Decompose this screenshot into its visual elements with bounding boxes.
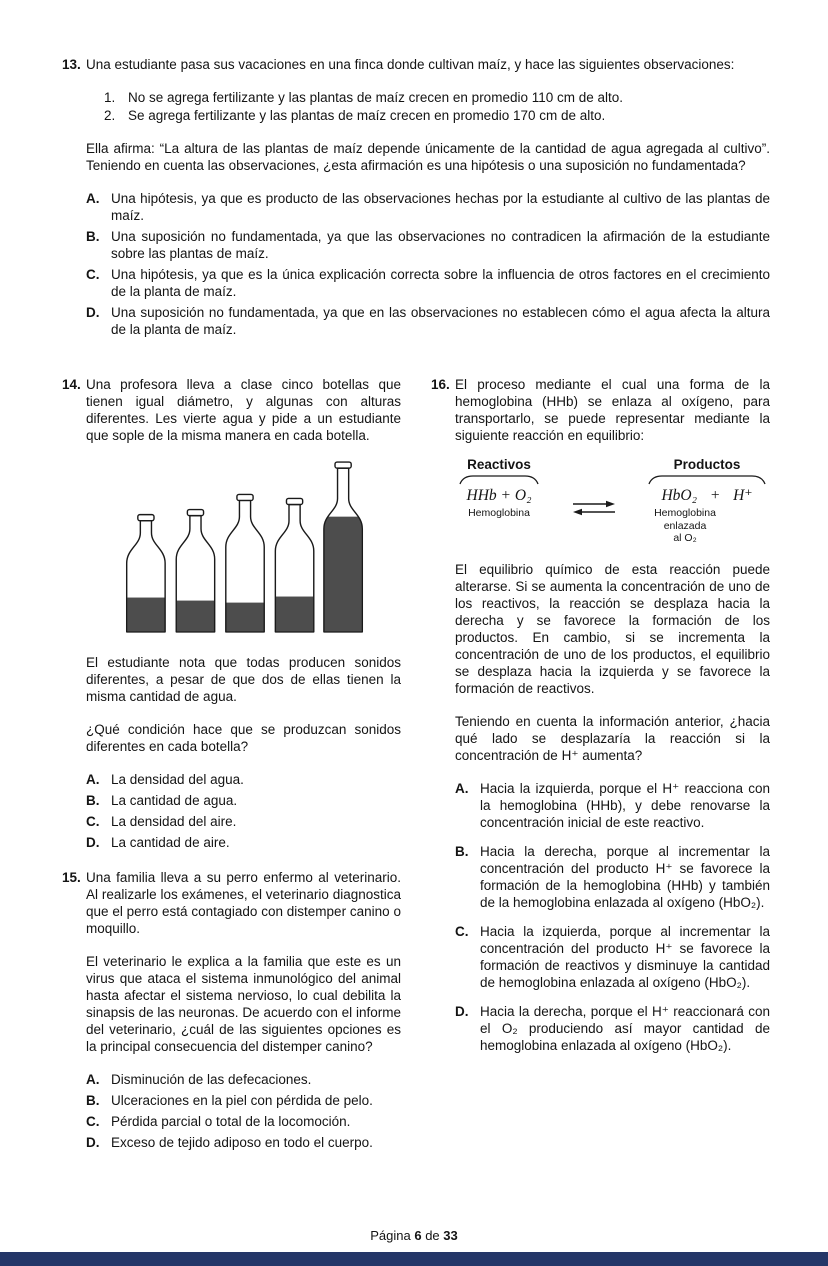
products-caption: Hemoglobina enlazada al O₂ bbox=[654, 507, 716, 544]
option-letter: C. bbox=[86, 267, 100, 282]
question-13-statement: Ella afirma: “La altura de las plantas de maíz depende únicamente de la cantidad de agua agregada al cultivo”. Teniendo en cuenta las observaciones, ¿esta afirmación es una hipótesis o una suposición no fundamentada? bbox=[86, 141, 770, 173]
option-text: La densidad del agua. bbox=[111, 772, 244, 787]
option-letter: C. bbox=[86, 814, 100, 829]
products-label: Productos bbox=[673, 457, 741, 472]
option-text: Una suposición no fundamentada, ya que las observaciones no contradicen la afirmación de la estudiante sobre las plantas de maíz. bbox=[111, 229, 770, 261]
question-16 bbox=[431, 376, 770, 1066]
question-14-options bbox=[86, 771, 401, 851]
footer-of: de bbox=[425, 1228, 440, 1243]
option-13-d bbox=[86, 304, 770, 338]
question-16-intro: El proceso mediante el cual una forma de la hemoglobina (HHb) se enlaza al oxígeno, para transportarlo, se puede representar mediante la siguiente reacción en equilibrio: bbox=[455, 377, 770, 443]
option-16-c bbox=[455, 923, 770, 991]
option-letter: A. bbox=[86, 772, 100, 787]
option-13-c bbox=[86, 266, 770, 300]
question-16-para: El equilibrio químico de esta reacción puede alterarse. Si se aumenta la concentración de uno de los reactivos, la reacción se desplaza hacia la derecha y se favorece la formación de los productos. En cambio, si se incrementa la concentración de uno de los productos, el equilibrio se desplaza hacia la izquierda y se favorece la formación de reactivos. bbox=[455, 561, 770, 696]
option-letter: B. bbox=[455, 843, 469, 859]
option-text: Pérdida parcial o total de la locomoción. bbox=[111, 1114, 351, 1129]
option-15-d bbox=[86, 1134, 401, 1151]
question-15-intro: Una familia lleva a su perro enfermo al veterinario. Al realizarle los exámenes, el veterinario diagnostica que el perro está contagiado con distemper canino o moquillo. bbox=[86, 870, 401, 936]
option-14-d bbox=[86, 834, 401, 851]
option-letter: D. bbox=[86, 835, 100, 850]
question-15-number: 15. bbox=[62, 870, 81, 885]
option-letter: B. bbox=[86, 793, 100, 808]
question-13-observations bbox=[104, 89, 770, 124]
option-text: La cantidad de agua. bbox=[111, 793, 238, 808]
option-text: Hacia la izquierda, porque al incrementar la concentración del producto H⁺ se favorece la formación de reactivos y disminuye la cantidad de hemoglobina enlazada al oxígeno (HbO₂). bbox=[480, 923, 770, 990]
reactants-caption: Hemoglobina bbox=[468, 507, 530, 519]
products-group bbox=[646, 456, 768, 545]
option-13-a bbox=[86, 190, 770, 224]
option-letter: D. bbox=[455, 1003, 469, 1019]
observation-number: 1. bbox=[104, 90, 116, 105]
reactants-group bbox=[457, 456, 541, 545]
question-13 bbox=[62, 56, 770, 342]
option-letter: B. bbox=[86, 229, 100, 244]
question-14-question: ¿Qué condición hace que se produzcan sonidos diferentes en cada botella? bbox=[86, 722, 401, 754]
right-column bbox=[431, 376, 770, 1155]
option-16-a bbox=[455, 780, 770, 831]
overbrace-icon bbox=[646, 475, 768, 485]
bottles-illustration bbox=[118, 458, 370, 638]
equilibrium-reaction-diagram bbox=[457, 456, 768, 545]
question-16-number: 16. bbox=[431, 377, 450, 392]
observation-item bbox=[104, 89, 770, 106]
five-bottles-figure bbox=[118, 458, 370, 638]
footer-prefix: Página bbox=[370, 1228, 411, 1243]
option-letter: C. bbox=[455, 923, 469, 939]
option-16-d bbox=[455, 1003, 770, 1054]
option-letter: C. bbox=[86, 1114, 100, 1129]
option-text: Una hipótesis, ya que es producto de las observaciones hechas por la estudiante al cultivo de las plantas de maíz. bbox=[111, 191, 770, 223]
products-formula: HbO₂ + H⁺ bbox=[661, 487, 753, 504]
option-letter: D. bbox=[86, 1135, 100, 1150]
option-text: Hacia la derecha, porque al incrementar la concentración del producto H⁺ se favorece la formación de la hemoglobina (HHb) y también de la hemoglobina enlazada al oxígeno (HbO₂). bbox=[480, 843, 770, 910]
option-text: Una hipótesis, ya que es la única explicación correcta sobre la influencia de otros factores en el crecimiento de la planta de maíz. bbox=[111, 267, 770, 299]
observation-item bbox=[104, 107, 770, 124]
left-column bbox=[62, 376, 401, 1155]
option-letter: A. bbox=[86, 191, 100, 206]
question-13-options bbox=[86, 190, 770, 338]
question-13-number: 13. bbox=[62, 57, 81, 72]
bottom-bar bbox=[0, 1252, 828, 1266]
option-text: Una suposición no fundamentada, ya que en las observaciones no establecen cómo el agua afecta la altura de la planta de maíz. bbox=[111, 305, 770, 337]
equilibrium-arrows-icon bbox=[571, 500, 617, 545]
question-16-options bbox=[455, 780, 770, 1054]
question-15-options bbox=[86, 1071, 401, 1151]
page-footer bbox=[0, 1227, 828, 1244]
option-text: Disminución de las defecaciones. bbox=[111, 1072, 312, 1087]
question-15-para: El veterinario le explica a la familia que este es un virus que ataca el sistema inmunológico del animal hasta afectar el sistema nervioso, lo cual debilita la sinapsis de las neuronas. De acuerdo con el informe del veterinario, ¿cuál de las siguientes opciones es la principal consecuencia del distemper canino? bbox=[86, 954, 401, 1054]
question-14-para: El estudiante nota que todas producen sonidos diferentes, a pesar de que dos de ellas tienen la misma cantidad de agua. bbox=[86, 655, 401, 704]
option-text: La cantidad de aire. bbox=[111, 835, 230, 850]
question-14-number: 14. bbox=[62, 377, 81, 392]
option-letter: A. bbox=[455, 780, 469, 796]
option-15-a bbox=[86, 1071, 401, 1088]
option-16-b bbox=[455, 843, 770, 911]
question-15 bbox=[62, 869, 401, 1155]
option-13-b bbox=[86, 228, 770, 262]
overbrace-icon bbox=[457, 475, 541, 485]
option-15-c bbox=[86, 1113, 401, 1130]
observation-text: No se agrega fertilizante y las plantas de maíz crecen en promedio 110 cm de alto. bbox=[128, 90, 624, 105]
observation-number: 2. bbox=[104, 108, 116, 123]
footer-page-total: 33 bbox=[443, 1228, 458, 1243]
option-14-b bbox=[86, 792, 401, 809]
option-text: Exceso de tejido adiposo en todo el cuerpo. bbox=[111, 1135, 373, 1150]
option-15-b bbox=[86, 1092, 401, 1109]
option-text: Ulceraciones en la piel con pérdida de pelo. bbox=[111, 1093, 373, 1108]
option-14-a bbox=[86, 771, 401, 788]
option-text: Hacia la izquierda, porque el H⁺ reacciona con la hemoglobina (HHb), y debe renovarse la concentración inicial de este reactivo. bbox=[480, 780, 770, 830]
question-13-intro: Una estudiante pasa sus vacaciones en una finca donde cultivan maíz, y hace las siguientes observaciones: bbox=[86, 57, 735, 72]
option-text: Hacia la derecha, porque el H⁺ reaccionará con el O₂ produciendo así mayor cantidad de hemoglobina enlazada al oxígeno (HbO₂). bbox=[480, 1003, 770, 1053]
footer-page-number: 6 bbox=[414, 1228, 422, 1243]
option-letter: B. bbox=[86, 1093, 100, 1108]
reactants-label: Reactivos bbox=[467, 457, 531, 472]
option-letter: A. bbox=[86, 1072, 100, 1087]
option-letter: D. bbox=[86, 305, 100, 320]
reactants-formula: HHb + O₂ bbox=[466, 487, 532, 504]
question-14-intro: Una profesora lleva a clase cinco botellas que tienen igual diámetro, y algunas con alturas diferentes. Les vierte agua y pide a un estudiante que sople de la misma manera en cada botella. bbox=[86, 377, 401, 443]
option-14-c bbox=[86, 813, 401, 830]
question-16-question: Teniendo en cuenta la información anterior, ¿hacia qué lado se desplazaría la reacción si la concentración de H⁺ aumenta? bbox=[455, 713, 770, 763]
question-14 bbox=[62, 376, 401, 855]
option-text: La densidad del aire. bbox=[111, 814, 237, 829]
observation-text: Se agrega fertilizante y las plantas de maíz crecen en promedio 170 cm de alto. bbox=[128, 108, 606, 123]
